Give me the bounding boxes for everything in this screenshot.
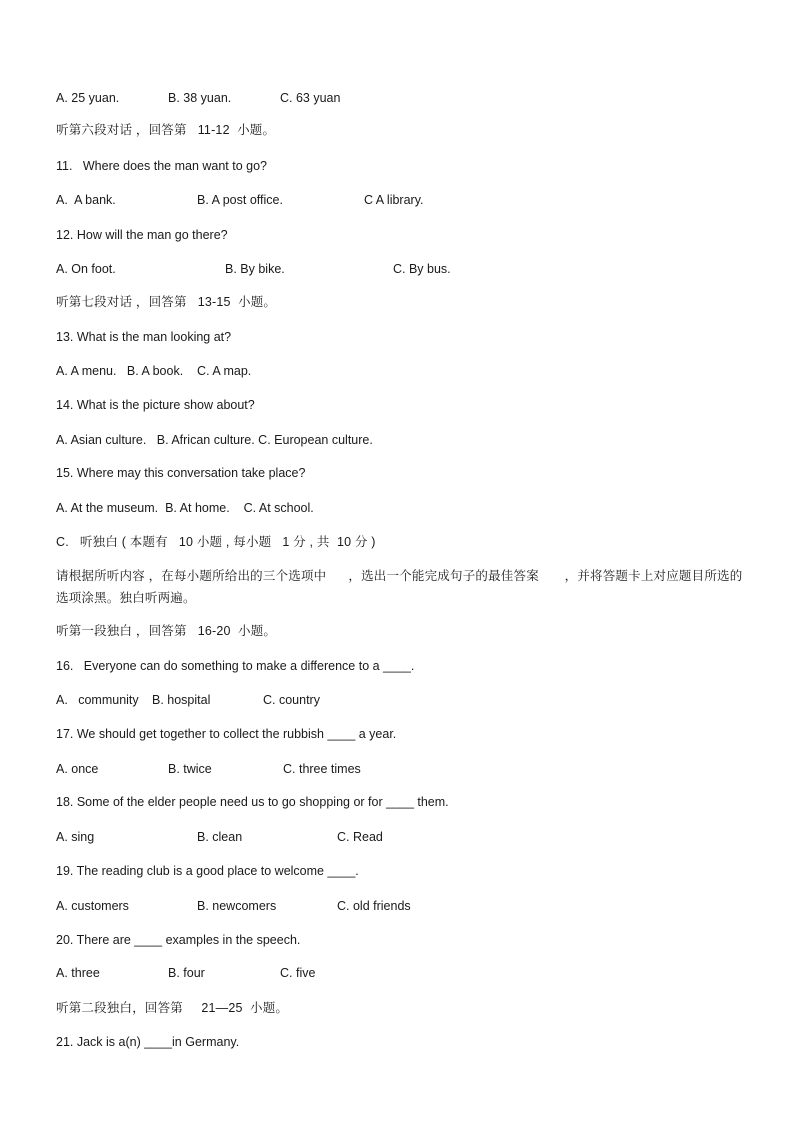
section-heading-monologue-2: 听第二段独白，回答第 21—25 小题。	[56, 1001, 289, 1015]
q19-option-b: B. newcomers	[197, 899, 277, 913]
q20-option-b: B. four	[168, 966, 205, 980]
q18-option-c: C. Read	[337, 830, 383, 844]
q10-option-a: A. 25 yuan.	[56, 91, 120, 105]
question-11: 11. Where does the man want to go?	[56, 159, 268, 173]
q11-option-a: A. A bank.	[56, 193, 116, 207]
q14-options: A. Asian culture. B. African culture. C. European culture.	[56, 433, 373, 447]
question-14: 14. What is the picture show about?	[56, 398, 255, 412]
q17-option-b: B. twice	[168, 762, 212, 776]
section-heading-dialogue-7: 听第七段对话 ，回答第 13-15 小题。	[56, 295, 277, 309]
q18-option-a: A. sing	[56, 830, 95, 844]
question-16: 16. Everyone can do something to make a difference to a ____.	[56, 659, 415, 673]
q12-option-b: B. By bike.	[225, 262, 285, 276]
q11-option-b: B. A post office.	[197, 193, 283, 207]
q10-option-b: B. 38 yuan.	[168, 91, 232, 105]
q16-option-c: C. country	[263, 693, 320, 707]
part-c-heading: C. 听独白 ( 本题有 10 小题 , 每小题 1 分 , 共 10 分 )	[56, 535, 376, 549]
question-17: 17. We should get together to collect the rubbish ____ a year.	[56, 727, 397, 741]
q11-option-c: C A library.	[364, 193, 424, 207]
question-19: 19. The reading club is a good place to welcome ____.	[56, 864, 359, 878]
q10-option-c: C. 63 yuan	[280, 91, 341, 105]
question-13: 13. What is the man looking at?	[56, 330, 232, 344]
question-12: 12. How will the man go there?	[56, 228, 228, 242]
q18-option-b: B. clean	[197, 830, 243, 844]
q12-option-c: C. By bus.	[393, 262, 451, 276]
q12-option-a: A. On foot.	[56, 262, 116, 276]
question-15: 15. Where may this conversation take place?	[56, 466, 306, 480]
q19-option-c: C. old friends	[337, 899, 411, 913]
question-18: 18. Some of the elder people need us to go shopping or for ____ them.	[56, 795, 449, 809]
section-heading-dialogue-6: 听第六段对话 ，回答第 11-12 小题。	[56, 123, 276, 137]
question-20: 20. There are ____ examples in the speech.	[56, 933, 301, 947]
q16-option-b: B. hospital	[152, 693, 211, 707]
q17-option-c: C. three times	[283, 762, 361, 776]
q20-option-c: C. five	[280, 966, 316, 980]
question-21: 21. Jack is a(n) ____in Germany.	[56, 1035, 240, 1049]
section-heading-monologue-1: 听第一段独白 ，回答第 16-20 小题。	[56, 624, 277, 638]
q17-option-a: A. once	[56, 762, 99, 776]
q19-option-a: A. customers	[56, 899, 129, 913]
q15-options: A. At the museum. B. At home. C. At school.	[56, 501, 314, 515]
q16-option-a: A. community	[56, 693, 139, 707]
q13-options: A. A menu. B. A book. C. A map.	[56, 364, 252, 378]
q20-option-a: A. three	[56, 966, 100, 980]
instructions-line-2: 选项涂黑。独白听两遍。	[56, 591, 196, 605]
instructions-line-1: 请根据所听内容 ，在每小题所给出的三个选项中 ，选出一个能完成句子的最佳答案 ，并将答题卡上对应题目所选的	[56, 569, 743, 583]
